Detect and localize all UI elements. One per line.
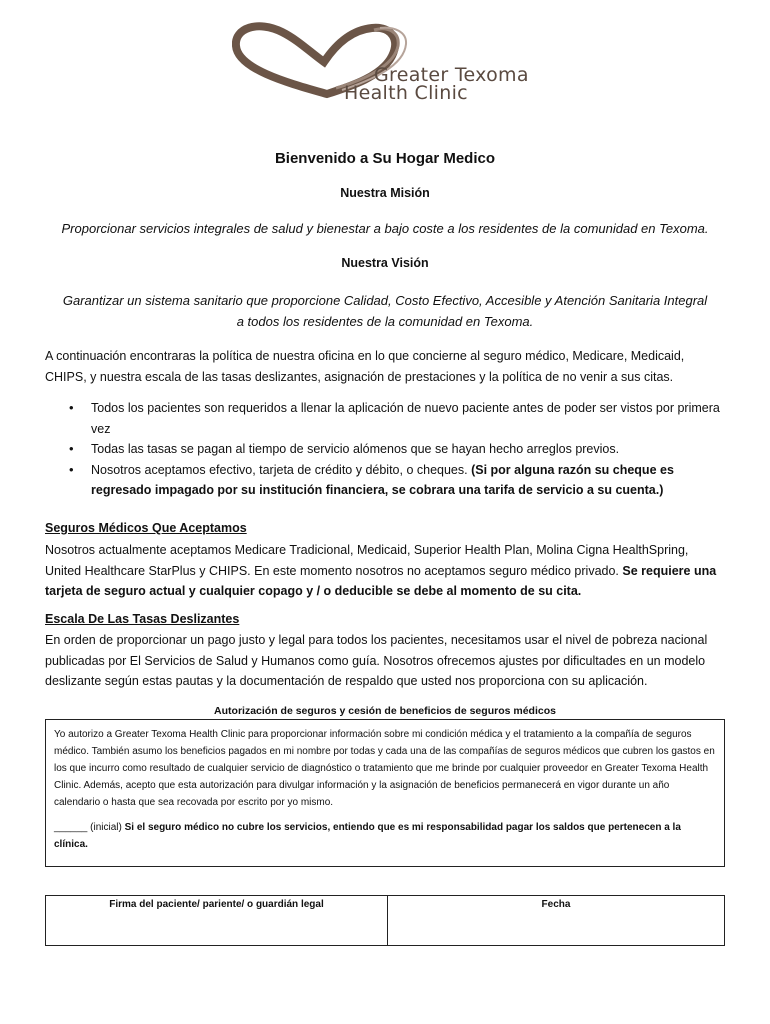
clinic-logo: [232, 22, 552, 106]
authorization-text: Yo autorizo a Greater Texoma Health Clinic para proporcionar información sobre mi condición médica y el tratamiento a la compañía de seguros médico. También asumo los beneficios pagados en mi nombre por todas y cada una de las compañías de seguros médicos que cubren los gastos en los que incurro como resultado de cualquier servicio de diagnóstico o tratamiento que me brinde por cualquier proveedor en Greater Texoma Health Clinic. Además, acepto que esta autorización para divulgar información y la asignación de beneficios permanecerá en vigor durante un año calendario o hasta que sea recovada por escrito por yo mismo.: [54, 729, 715, 808]
initial-blank: ______ (inicial): [54, 822, 125, 833]
list-item: [45, 460, 725, 501]
bullet-text: Nosotros aceptamos efectivo, tarjeta de crédito y débito, o cheques.: [91, 462, 472, 477]
date-label: Fecha: [541, 899, 571, 910]
list-item: [45, 398, 725, 439]
mission-text: Proporcionar servicios integrales de salud y bienestar a bajo coste a los residentes de la comunidad en Texoma.: [61, 221, 709, 236]
initial-statement: Si el seguro médico no cubre los servicios, entiendo que es mi responsabilidad pagar los saldos que pertenecen a la clínica.: [54, 822, 681, 850]
insurance-text: Nosotros actualmente aceptamos Medicare Tradicional, Medicaid, Superior Health Plan, Molina Cigna HealthSpring, United Healthcare StarPlus y CHIPS. En este momento nosotros no aceptamos seguro médico privado.: [45, 543, 689, 578]
bullet-text: Todos los pacientes son requeridos a llenar la aplicación de nuevo paciente antes de poder ser vistos por primera vez: [91, 401, 720, 436]
insurance-paragraph: [45, 540, 725, 602]
signature-field[interactable]: [46, 896, 388, 945]
list-item: [45, 439, 725, 460]
mission-heading: Nuestra Misión: [340, 186, 430, 200]
authorization-box: [45, 719, 725, 867]
logo-line-2: Health Clinic: [344, 82, 468, 104]
signature-table: [45, 895, 725, 946]
sliding-scale-paragraph: En orden de proporcionar un pago justo y legal para todos los pacientes, necesitamos usar el nivel de pobreza nacional publicadas por El Servicios de Salud y Humanos como guía. Nosotros ofrecemos ajustes por dificultades en un modelo deslizante según estas pautas y la documentación de respaldo que usted nos proporciona con su aplicación.: [45, 633, 708, 688]
vision-heading: Nuestra Visión: [341, 256, 429, 270]
bullet-bold-note: (Si por alguna razón su cheque es regresado impagado por su institución financiera, se cobrara una tarifa de servicio a su cuenta.): [91, 462, 674, 497]
bullet-text: Todas las tasas se pagan al tiempo de servicio alómenos que se hayan hecho arreglos previos.: [91, 442, 620, 456]
signature-label: Firma del paciente/ pariente/ o guardián legal: [109, 899, 324, 910]
page-title: Bienvenido a Su Hogar Medico: [274, 150, 496, 167]
authorization-heading: Autorización de seguros y cesión de beneficios de seguros médicos: [214, 705, 556, 717]
initial-line[interactable]: [54, 819, 716, 853]
intro-paragraph: A continuación encontraras la política de nuestra oficina en lo que concierne al seguro médico, Medicare, Medicaid, CHIPS, y nuestra escala de las tasas deslizantes, asignación de prestaciones y la política de no venir a sus citas.: [45, 349, 685, 384]
insurance-bold-note: Se requiere una tarjeta de seguro actual y cualquier copago y / o deducible se debe al momento de su cita.: [45, 563, 717, 598]
logo-line-1: Greater Texoma: [374, 64, 529, 86]
date-field[interactable]: [388, 896, 724, 945]
insurance-heading: Seguros Médicos Que Aceptamos: [45, 521, 247, 535]
policy-list: [45, 398, 725, 501]
vision-text: Garantizar un sistema sanitario que proporcione Calidad, Costo Efectivo, Accesible y Atención Sanitaria Integral a todos los residentes de la comunidad en Texoma.: [62, 293, 708, 329]
sliding-scale-heading: Escala De Las Tasas Deslizantes: [45, 612, 240, 626]
